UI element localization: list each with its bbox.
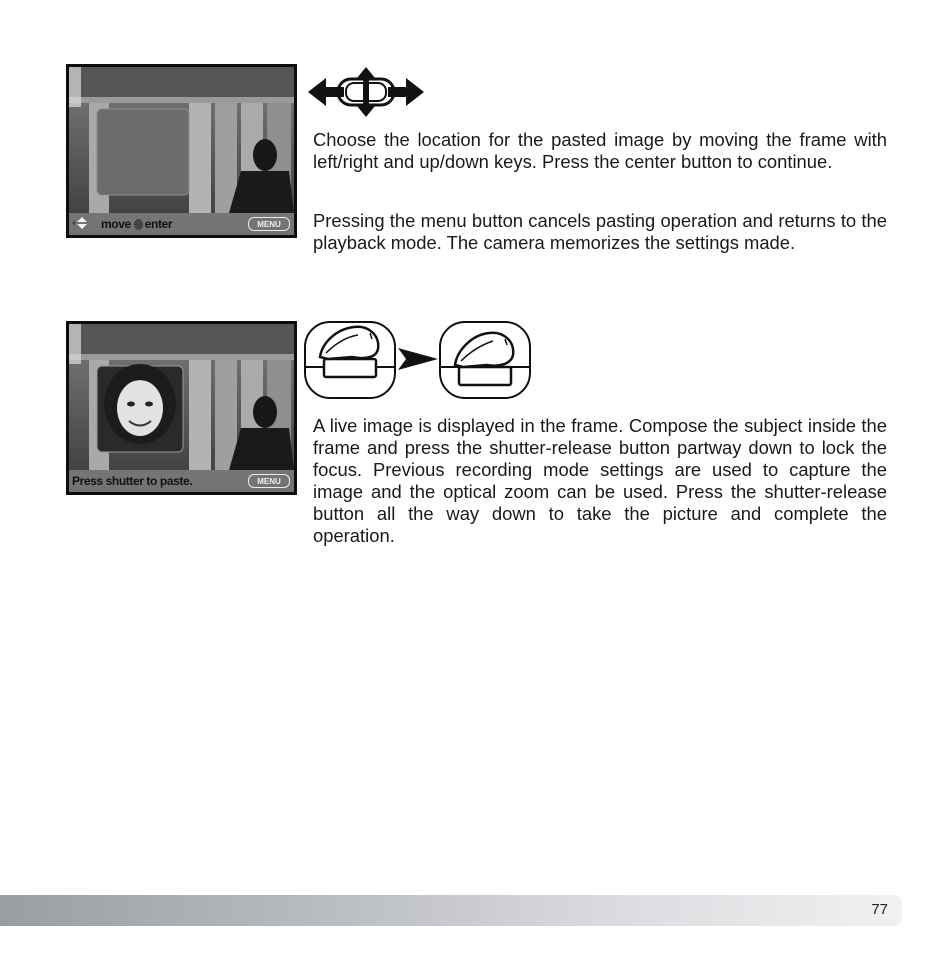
shutter-button-pressed-icon	[439, 321, 531, 399]
shutter-button-released-icon	[304, 321, 396, 399]
page-footer-bar	[0, 895, 902, 926]
up-down-arrows-icon	[71, 216, 93, 233]
controller-four-way-keys-icon	[304, 66, 428, 118]
move-label: move	[101, 217, 131, 231]
screen-status-bar	[69, 470, 294, 492]
screen-status-bar	[69, 213, 294, 235]
paste-frame-placeholder	[97, 109, 189, 195]
lcd-screen-live-image	[66, 321, 297, 495]
instruction-paragraph-move-frame: Choose the location for the pasted image by moving the frame with left/right and up/down keys. Press the center button to continue.	[313, 129, 887, 172]
lcd-screen-move-frame	[66, 64, 297, 238]
menu-badge: MENU	[248, 217, 290, 231]
pasted-live-portrait	[97, 364, 183, 452]
menu-badge: MENU	[248, 474, 290, 488]
press-shutter-message: Press shutter to paste.	[72, 474, 193, 488]
playback-scene-image	[69, 67, 294, 235]
page-number: 77	[871, 901, 888, 918]
center-button-icon	[134, 219, 143, 230]
instruction-paragraph-menu-cancel: Pressing the menu button cancels pasting operation and returns to the playback mode. The camera memorizes the settings made.	[313, 210, 887, 253]
enter-label: enter	[144, 217, 173, 231]
live-image-scene	[69, 324, 294, 492]
arrow-right-icon	[398, 346, 438, 372]
instruction-paragraph-live-image: A live image is displayed in the frame. Compose the subject inside the frame and press the shutter-release button partway down to lock the focus. Previous recording mode settings are used to capture the image and the optical zoom can be used. Press the shutter-release button all the way down to take the picture and complete the operation.	[313, 415, 887, 546]
